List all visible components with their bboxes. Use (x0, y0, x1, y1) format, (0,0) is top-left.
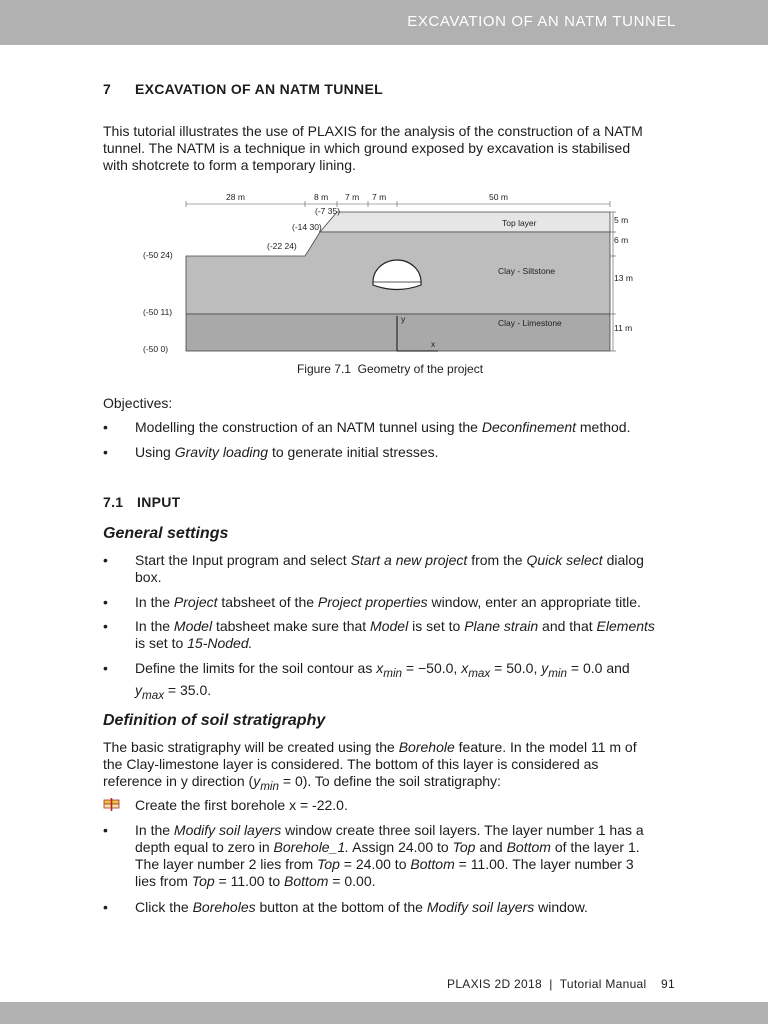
dim-label-50m: 50 m (489, 192, 508, 202)
footer-separator: | (549, 977, 553, 991)
intro-line: This tutorial illustrates the use of PLAXIS for the analysis of the construction of a NATM (103, 123, 643, 139)
dim-label-right: 13 m (614, 273, 633, 283)
section-heading (103, 81, 383, 97)
dim-label-right: 5 m (614, 215, 629, 225)
dim-label-right: 11 m (614, 323, 633, 333)
bullet-marker: • (103, 594, 108, 610)
bullet-marker: • (103, 419, 108, 435)
subsection-heading (103, 494, 181, 510)
bullet-marker: • (103, 444, 108, 460)
section-number: 7 (103, 81, 112, 97)
stratigraphy-heading: Definition of soil stratigraphy (103, 712, 326, 729)
dim-label-7m-b: 7 m (372, 192, 387, 202)
bullet-marker: • (103, 660, 108, 676)
coord-label: (-50 11) (143, 307, 173, 317)
stratigraphy-paragraph: The basic stratigraphy will be created using the Borehole feature. In the model 11 m of the Clay-limestone layer is considered. The bottom of this layer is considered as reference in y direction $(y_{min} = 0)$. To define the soil stratigraphy: (103, 739, 637, 793)
intro-line: with shotcrete to form a temporary lining. (103, 157, 356, 173)
subsection-title: INPUT (137, 494, 181, 510)
bullet-marker: • (103, 822, 108, 838)
dim-label-8m: 8 m (314, 192, 329, 202)
bullet-marker: • (103, 552, 108, 568)
coord-label: (-22 24) (267, 241, 297, 251)
layer-label-limestone: Clay - Limestone (498, 318, 562, 328)
footer-manual: Tutorial Manual (559, 977, 647, 991)
borehole-icon (103, 798, 120, 812)
dim-label-28m: 28 m (226, 192, 245, 202)
coord-label: (-14 30) (292, 222, 322, 232)
general-settings-heading: General settings (103, 525, 229, 542)
axis-label-x: x (431, 339, 436, 349)
axis-label-y: y (401, 314, 406, 324)
figure-caption-number: Figure 7.1 (296, 362, 351, 376)
bullet-marker: • (103, 618, 108, 634)
dim-label-7m-a: 7 m (345, 192, 360, 202)
intro-line: tunnel. The NATM is a technique in which ground exposed by excavation is stabilised (103, 140, 631, 156)
running-header-title: EXCAVATION OF AN NATM TUNNEL (407, 13, 676, 30)
coord-label: (-50 0) (143, 344, 169, 354)
page-footer (447, 977, 675, 991)
dim-label-right: 6 m (614, 235, 629, 245)
subsection-number: 7.1 (103, 494, 124, 510)
page-footer-bar (0, 1002, 768, 1024)
page-number: 91 (661, 977, 675, 991)
coord-label: (-7 35) (315, 206, 341, 216)
soil-top-layer (320, 212, 610, 232)
objectives-label: Objectives: (103, 395, 173, 411)
layer-label-siltstone: Clay - Siltstone (498, 266, 556, 276)
project-geometry-figure (140, 190, 640, 360)
borehole-step-text: Create the first borehole x = -22.0. (135, 797, 348, 813)
bullet-marker: • (103, 899, 108, 915)
coord-label: (-50 24) (143, 250, 173, 260)
figure-caption-text: Geometry of the project (357, 362, 484, 376)
intro-paragraph (103, 123, 665, 174)
figure-caption (0, 362, 768, 376)
layer-label-top: Top layer (502, 218, 537, 228)
footer-product: PLAXIS 2D 2018 (447, 977, 542, 991)
section-title: EXCAVATION OF AN NATM TUNNEL (135, 81, 383, 97)
